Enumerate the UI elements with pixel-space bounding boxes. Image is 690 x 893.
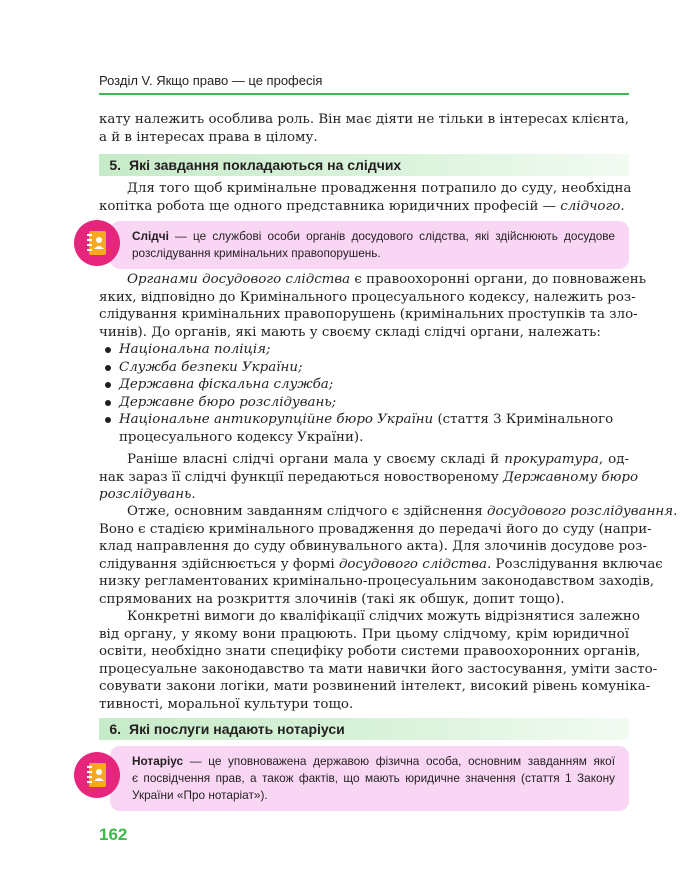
section-5-paragraph-1: Для того щоб кримінальне провадження потрапило до суду, необхідна копітка робота ще одного представника юридичних професій — слідчого. xyxy=(99,181,632,214)
notebook-person-icon xyxy=(74,220,120,266)
definition-term: Слідчі xyxy=(132,229,169,243)
section-5-paragraph-2: Органами досудового слідства є правоохоронні органи, до повноважень яких, відповідно до Кримінального процесуального кодексу, належить роз- слідування кримінальних правопорушень (кримінальних проступків та зло- чинів). До органів, які мають у своєму складі слідчі органи, належать: xyxy=(99,272,647,340)
section-6-heading xyxy=(99,718,629,740)
list-item: Служба безпеки України; xyxy=(99,359,629,377)
section-number: 5. xyxy=(109,157,121,173)
list-item: Державна фіскальна служба; xyxy=(99,376,629,394)
section-5-paragraph-4: Отже, основним завданням слідчого є здійснення досудового розслідування. Воно є стадією кримінального провадження до передачі його до суду (напри- клад направлення до суду обвинувального акта). Для злочинів досудове роз- слідування здійснюється у формі досудового слідства. Розслідування включає низку регламентованих кримінально-процесуальним законодавством заходів, спрямованих на розкриття злочинів (такі як обшук, допит тощо). xyxy=(99,504,678,607)
list-item: Національна поліція; xyxy=(99,341,629,359)
page-number: 162 xyxy=(99,825,128,844)
section-number: 6. xyxy=(109,721,121,737)
investigation-bodies-list: Національна поліція; Служба безпеки України; Державна фіскальна служба; Державне бюро розслідувань; Національне антикорупційне бюро України (стаття 3 Кримінального процесуального кодексу України). xyxy=(99,341,629,447)
definition-term: Нотаріус xyxy=(132,754,184,768)
header-divider xyxy=(99,93,629,95)
section-title: Які завдання покладаються на слідчих xyxy=(129,157,402,173)
list-item: Національне антикорупційне бюро України (стаття 3 Кримінального xyxy=(99,411,629,429)
section-5-heading xyxy=(99,154,629,176)
definition-box-investigators: Слідчі — це службові особи органів досудового слідства, які здійснюють досудове розслідування кримінальних правопорушень. xyxy=(110,221,629,269)
intro-paragraph: кату належить особлива роль. Він має діяти не тільки в інтересах клієнта, а й в інтересах права в цілому. xyxy=(99,112,629,145)
definition-box-notary: Нотаріус — це уповноважена державою фізична особа, основним завданням якої є посвідчення прав, а також фактів, що мають юридичне значення (стаття 1 Закону України «Про нотаріат»). xyxy=(110,746,629,811)
notebook-person-icon xyxy=(74,752,120,798)
section-5-paragraph-3: Раніше власні слідчі органи мала у своєму складі й прокуратура, од- нак зараз її слідчі функції передаються новоствореному Державному бюро розслідувань. xyxy=(99,452,639,503)
section-5-paragraph-5: Конкретні вимоги до кваліфікації слідчих можуть відрізнятися залежно від органу, у якому вони працюють. При цьому слідчому, крім юридичної освіти, необхідно знати специфіку роботи системи правоохоронних органів, процесуальне законодавство та мати навички його застосування, уміти засто- совувати закони логіки, мати розвинений інтелект, високий рівень комуніка- тивності, моральної культури тощо. xyxy=(99,609,658,712)
list-item: Державне бюро розслідувань; xyxy=(99,394,629,412)
section-title: Які послуги надають нотаріуси xyxy=(129,721,345,737)
chapter-header: Розділ V. Якщо право — це професія xyxy=(99,73,323,88)
